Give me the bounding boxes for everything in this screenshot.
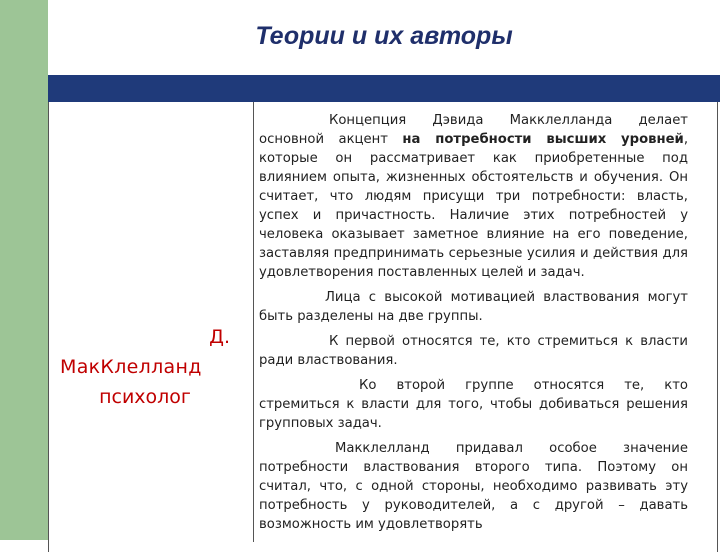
slide-title: Теории и их авторы xyxy=(255,22,513,50)
author-profession: психолог xyxy=(99,386,191,408)
table-column-divider xyxy=(253,102,254,542)
paragraph-second-group: Ко второй группе относятся те, кто стремиться к власти для того, чтобы добиваться решения групповых задач. xyxy=(259,378,688,431)
paragraph-concept-start: Концепция Дэвида Макклелланда делает основной акцент xyxy=(259,113,688,147)
author-initial: Д. xyxy=(209,326,230,348)
description-cell xyxy=(259,111,688,540)
paragraph-concept xyxy=(259,111,688,282)
paragraph-concept-end: , которые он рассматривает как приобретенные под влиянием опыта, жизненных обстоятельств и обучения. Он считает, что людям присущи три потребности: власть, успех и причастность. Наличие этих потребностей у человека оказывает заметное влияние на его поведение, заставляя предпринимать серьезные усилия и действия для удовлетворения поставленных целей и задач. xyxy=(259,132,689,280)
paragraph-concept-emphasis: на потребности высших уровней xyxy=(402,132,684,147)
author-cell xyxy=(50,322,240,412)
paragraph-conclusion: Макклелланд придавал особое значение потребности властвования второго типа. Поэтому он считал, что, с одной стороны, необходимо развивать эту потребность у руководителей, а с другой – давать возможность им удовлетворять xyxy=(259,441,688,532)
left-decorative-band xyxy=(0,0,48,540)
paragraph-first-group: К первой относятся те, кто стремиться к власти ради властвования. xyxy=(259,334,688,368)
paragraph-groups: Лица с высокой мотивацией властвования могут быть разделены на две группы. xyxy=(259,290,688,324)
title-rule-bar xyxy=(48,75,720,102)
author-surname: МакКлелланд xyxy=(60,356,202,378)
